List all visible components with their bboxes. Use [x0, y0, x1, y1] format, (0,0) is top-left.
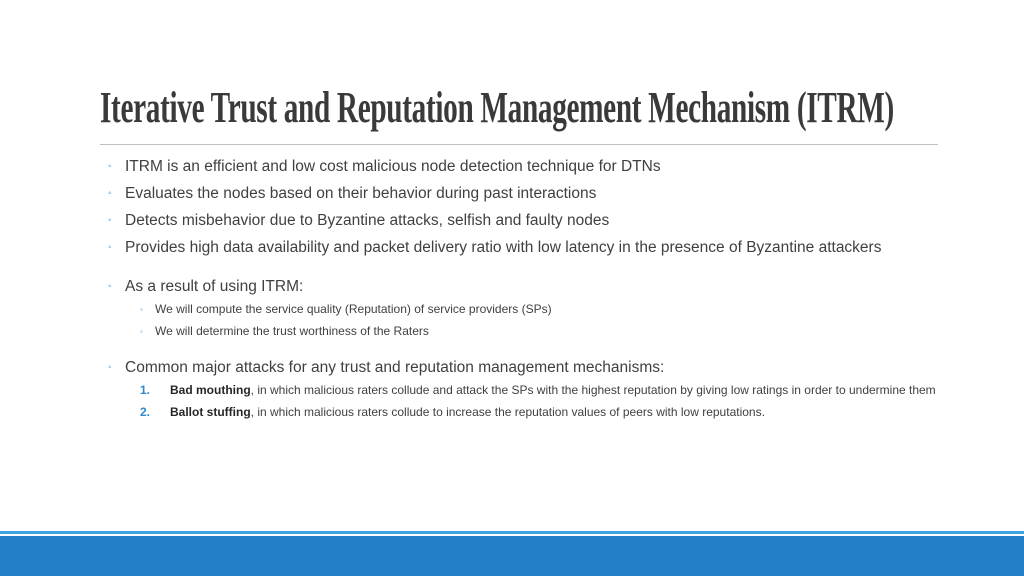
bullet-circle-icon: ◦: [108, 362, 112, 373]
bullet-text: Provides high data availability and packet delivery ratio with low latency in the presence of Byzantine attackers: [125, 239, 882, 256]
attack-item: [140, 383, 938, 398]
attack-item: [140, 405, 938, 420]
result-heading: As a result of using ITRM:: [125, 278, 304, 295]
title-divider: [100, 144, 938, 145]
attacks-numbered-list: [125, 383, 938, 420]
attack-term: Bad mouthing: [170, 383, 251, 397]
list-item: [108, 157, 938, 177]
sub-bullet-circle-icon: ◦: [140, 305, 143, 314]
slide-title: Iterative Trust and Reputation Management Mechanism (ITRM): [100, 83, 894, 132]
footer-accent-line: [0, 531, 1024, 534]
list-item: [108, 211, 938, 231]
sub-list-item: [140, 324, 938, 339]
item-number: 1.: [140, 383, 151, 397]
attacks-section: [108, 358, 938, 420]
bullet-circle-icon: ◦: [108, 161, 112, 172]
footer-bar: [0, 536, 1024, 576]
sub-list-item: [140, 302, 938, 317]
bullet-circle-icon: ◦: [108, 281, 112, 292]
sub-bullet-text: We will determine the trust worthiness of the Raters: [155, 324, 429, 338]
list-item: [108, 238, 938, 258]
bullet-text: Evaluates the nodes based on their behavior during past interactions: [125, 185, 597, 202]
slide-content: [108, 157, 938, 427]
bullet-text: Detects misbehavior due to Byzantine attacks, selfish and faulty nodes: [125, 212, 610, 229]
bullet-circle-icon: ◦: [108, 242, 112, 253]
result-section: [108, 277, 938, 339]
list-item: [108, 184, 938, 204]
bullet-circle-icon: ◦: [108, 188, 112, 199]
attack-description: , in which malicious raters collude and attack the SPs with the highest reputation by giving low ratings in order to undermine them: [250, 383, 936, 397]
sub-bullet-text: We will compute the service quality (Reputation) of service providers (SPs): [155, 302, 552, 316]
attacks-heading: Common major attacks for any trust and reputation management mechanisms:: [125, 359, 665, 376]
result-sub-list: [125, 302, 938, 339]
attack-term: Ballot stuffing: [170, 405, 251, 419]
item-number: 2.: [140, 405, 151, 419]
main-bullet-list: [108, 157, 938, 420]
bullet-text: ITRM is an efficient and low cost malicious node detection technique for DTNs: [125, 158, 661, 175]
bullet-circle-icon: ◦: [108, 215, 112, 226]
attack-description: , in which malicious raters collude to increase the reputation values of peers with low reputations.: [250, 405, 765, 419]
sub-bullet-circle-icon: ◦: [140, 327, 143, 336]
